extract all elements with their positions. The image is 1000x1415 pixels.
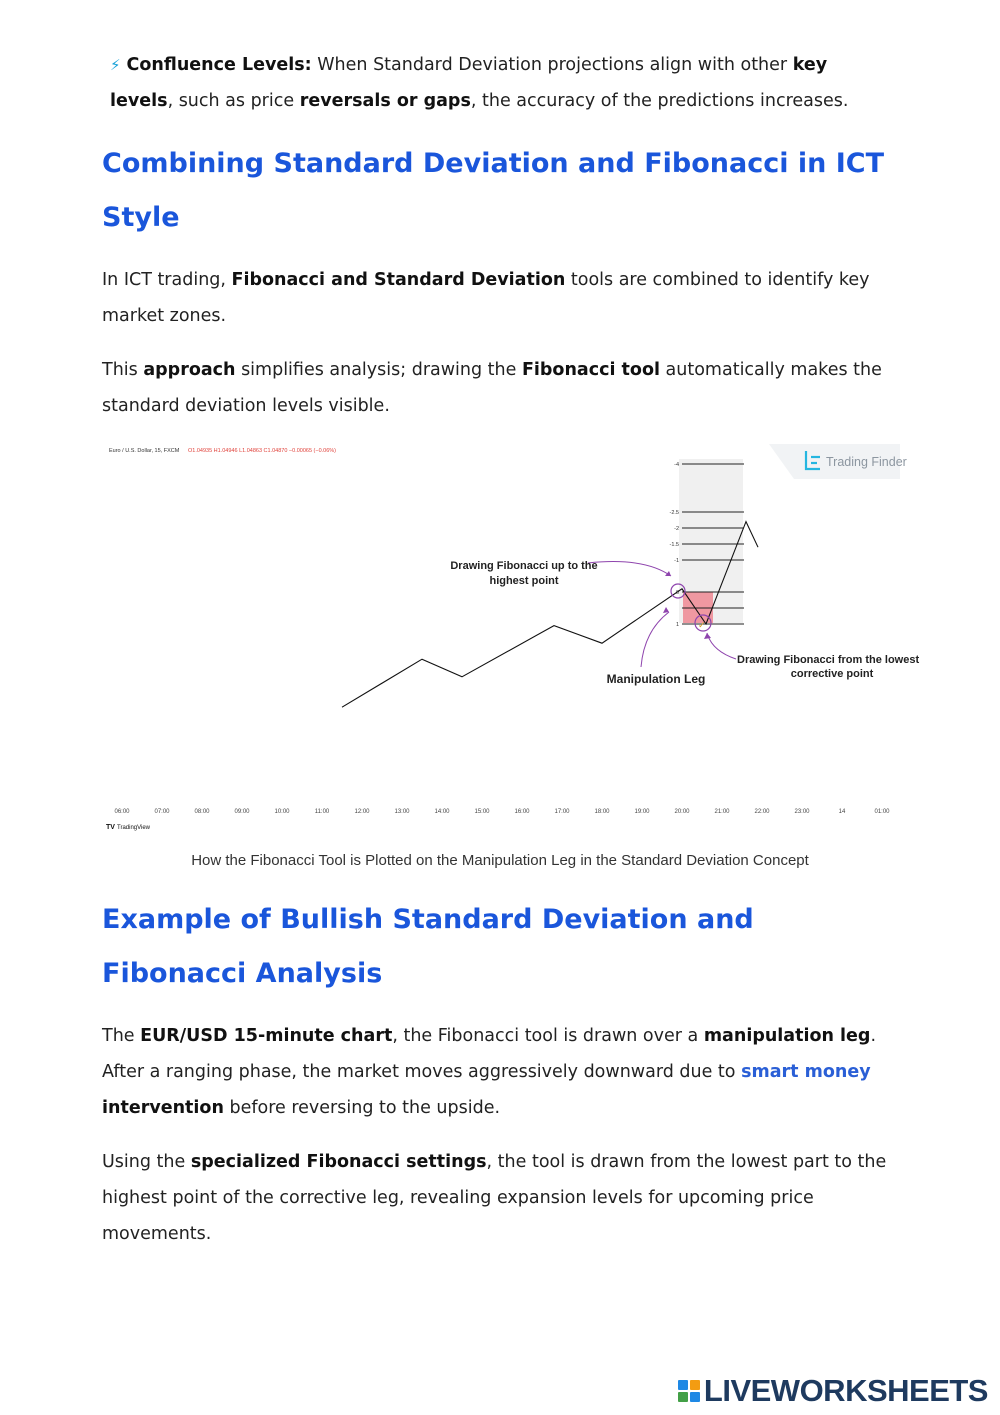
x-axis-ticks (114, 809, 890, 815)
x-tick-label: 21:00 (714, 809, 730, 815)
x-tick-label: 07:00 (154, 809, 170, 815)
smart-money-link[interactable]: smart money (741, 1062, 871, 1082)
liveworksheets-logo-icon (678, 1380, 700, 1402)
x-tick-label: 15:00 (474, 809, 490, 815)
section2-paragraph-2: Using the specialized Fibonacci settings, the tool is drawn from the lowest part to the highest point of the corrective leg, revealing expansion levels for upcoming price movements. (102, 1152, 887, 1244)
brand-name: Trading Finder (826, 455, 907, 469)
annotation-top-line2: highest point (489, 575, 559, 587)
fib-level-label: 1 (675, 622, 679, 628)
arrow-leg-annotation (641, 612, 669, 667)
fibonacci-chart-figure (104, 441, 920, 833)
fib-level-label: -1 (674, 558, 679, 564)
liveworksheets-logo[interactable] (678, 1374, 988, 1408)
arrow-right-head (704, 633, 711, 639)
tradingview-logo-icon: TV (106, 824, 115, 831)
x-tick-label: 19:00 (634, 809, 650, 815)
fib-level-label: -2.5 (669, 510, 679, 516)
x-tick-label: 11:00 (314, 809, 330, 815)
ohlc-readout: O1.04935 H1.04946 L1.04863 C1.04870 −0.00065 (−0.06%) (188, 448, 337, 454)
x-tick-label: 09:00 (234, 809, 250, 815)
figure-caption: How the Fibonacci Tool is Plotted on the Manipulation Leg in the Standard Deviation Concept (191, 852, 809, 869)
confluence-label: Confluence Levels: (126, 55, 312, 75)
symbol-info: Euro / U.S. Dollar, 15, FXCM (109, 448, 180, 454)
section-heading-example: Example of Bullish Standard Deviation and Fibonacci Analysis (102, 904, 754, 989)
fib-level-label: -2 (674, 526, 679, 532)
annotation-manipulation-leg: Manipulation Leg (606, 672, 706, 686)
liveworksheets-logo-text: LIVEWORKSHEETS (703, 1373, 988, 1408)
x-tick-label: 13:00 (394, 809, 410, 815)
fib-level-label: -1.5 (669, 542, 679, 548)
lightning-icon: ⚡ (110, 56, 121, 74)
x-tick-label: 20:00 (674, 809, 690, 815)
x-tick-label: 14 (838, 809, 846, 815)
x-tick-label: 08:00 (194, 809, 210, 815)
arrow-top-head (665, 571, 671, 576)
x-tick-label: 10:00 (274, 809, 290, 815)
x-tick-label: 17:00 (554, 809, 570, 815)
tradingview-logo-text: TradingView (117, 825, 151, 831)
annotation-right-line2: corrective point (790, 668, 874, 680)
annotation-top-line1: Drawing Fibonacci up to the (450, 560, 598, 572)
annotation-right-line1: Drawing Fibonacci from the lowest (737, 654, 920, 666)
fib-level-label: -4 (674, 462, 679, 468)
x-tick-label: 14:00 (434, 809, 450, 815)
arrow-leg-head (663, 607, 669, 613)
chart-svg (104, 441, 920, 833)
x-tick-label: 06:00 (114, 809, 130, 815)
x-tick-label: 23:00 (794, 809, 810, 815)
section-heading-combining: Combining Standard Deviation and Fibonacci in ICT Style (102, 148, 885, 233)
x-tick-label: 18:00 (594, 809, 610, 815)
low-point-check-icon: ✓ (698, 620, 706, 630)
arrow-top-annotation (588, 562, 671, 576)
fib-level-label: 0 (675, 590, 679, 596)
arrow-right-annotation (707, 633, 736, 659)
section1-paragraph-2: This approach simplifies analysis; drawing the Fibonacci tool automatically makes the standard deviation levels visible. (102, 360, 882, 416)
x-tick-label: 01:00 (874, 809, 890, 815)
x-tick-label: 16:00 (514, 809, 530, 815)
x-tick-label: 12:00 (354, 809, 370, 815)
section2-paragraph-1: The EUR/USD 15-minute chart, the Fibonacci tool is drawn over a manipulation leg. After a ranging phase, the market moves aggressively downward due to smart money intervention before reversing to the upside. (102, 1026, 877, 1118)
confluence-paragraph: ⚡ Confluence Levels: When Standard Deviation projections align with other key levels, such as price reversals or gaps, the accuracy of the predictions increases. (110, 55, 849, 111)
section1-paragraph-1: In ICT trading, Fibonacci and Standard Deviation tools are combined to identify key market zones. (102, 270, 870, 326)
x-tick-label: 22:00 (754, 809, 770, 815)
